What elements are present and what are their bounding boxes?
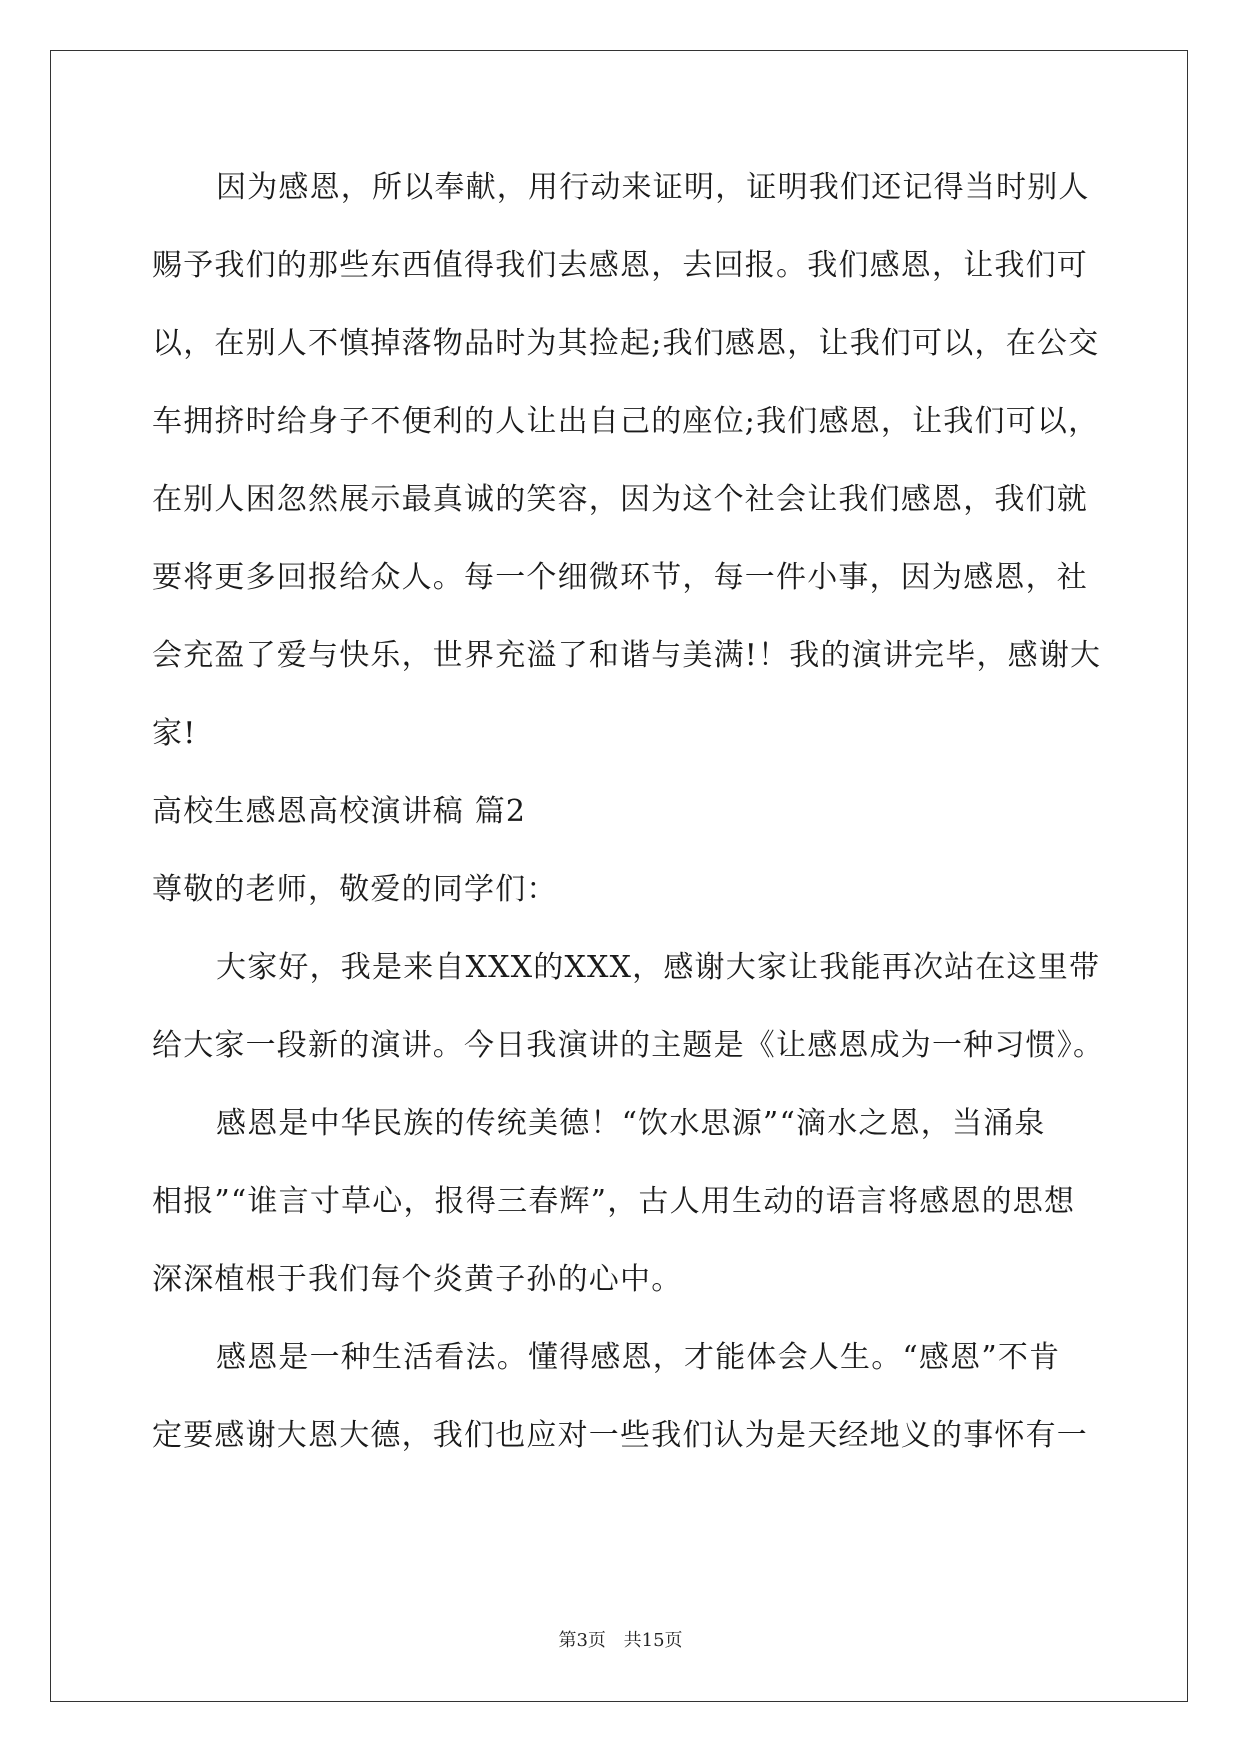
page-number: 第3页 xyxy=(558,1630,606,1651)
paragraph-line: 大家好，我是来自XXX的XXX，感谢大家让我能再次站在这里带 xyxy=(216,950,1101,985)
paragraph-line: 在别人困忽然展示最真诚的笑容，因为这个社会让我们感恩，我们就 xyxy=(152,482,1088,517)
paragraph-line: 家! xyxy=(152,716,197,751)
paragraph-line: 要将更多回报给众人。每一个细微环节，每一件小事，因为感恩，社 xyxy=(152,560,1088,595)
paragraph-line: 相报”“谁言寸草心，报得三春辉”，古人用生动的语言将感恩的思想 xyxy=(152,1184,1076,1219)
paragraph-line: 给大家一段新的演讲。今日我演讲的主题是《让感恩成为一种习惯》。 xyxy=(152,1028,1105,1063)
salutation: 尊敬的老师，敬爱的同学们： xyxy=(152,872,558,907)
paragraph-line: 车拥挤时给身子不便利的人让出自己的座位;我们感恩，让我们可以， xyxy=(152,404,1100,439)
paragraph-line: 因为感恩，所以奉献，用行动来证明，证明我们还记得当时别人 xyxy=(216,170,1090,205)
paragraph-line: 感恩是中华民族的传统美德！“饮水思源”“滴水之恩，当涌泉 xyxy=(216,1106,1046,1141)
page-footer xyxy=(0,1626,1241,1652)
paragraph-line: 深深植根于我们每个炎黄子孙的心中。 xyxy=(152,1262,683,1297)
paragraph-line: 感恩是一种生活看法。懂得感恩，才能体会人生。“感恩”不肯 xyxy=(216,1340,1061,1375)
paragraph-line: 会充盈了爱与快乐，世界充溢了和谐与美满!！我的演讲完毕，感谢大 xyxy=(152,638,1102,673)
paragraph-line: 以，在别人不慎掉落物品时为其捡起;我们感恩，让我们可以，在公交 xyxy=(152,326,1100,361)
page-total: 共15页 xyxy=(623,1630,683,1651)
paragraph-line: 定要感谢大恩大德，我们也应对一些我们认为是天经地义的事怀有一 xyxy=(152,1418,1088,1453)
document-body xyxy=(152,160,1105,1486)
paragraph-line: 赐予我们的那些东西值得我们去感恩，去回报。我们感恩，让我们可 xyxy=(152,248,1088,283)
section-heading: 高校生感恩高校演讲稿 篇2 xyxy=(152,794,527,829)
